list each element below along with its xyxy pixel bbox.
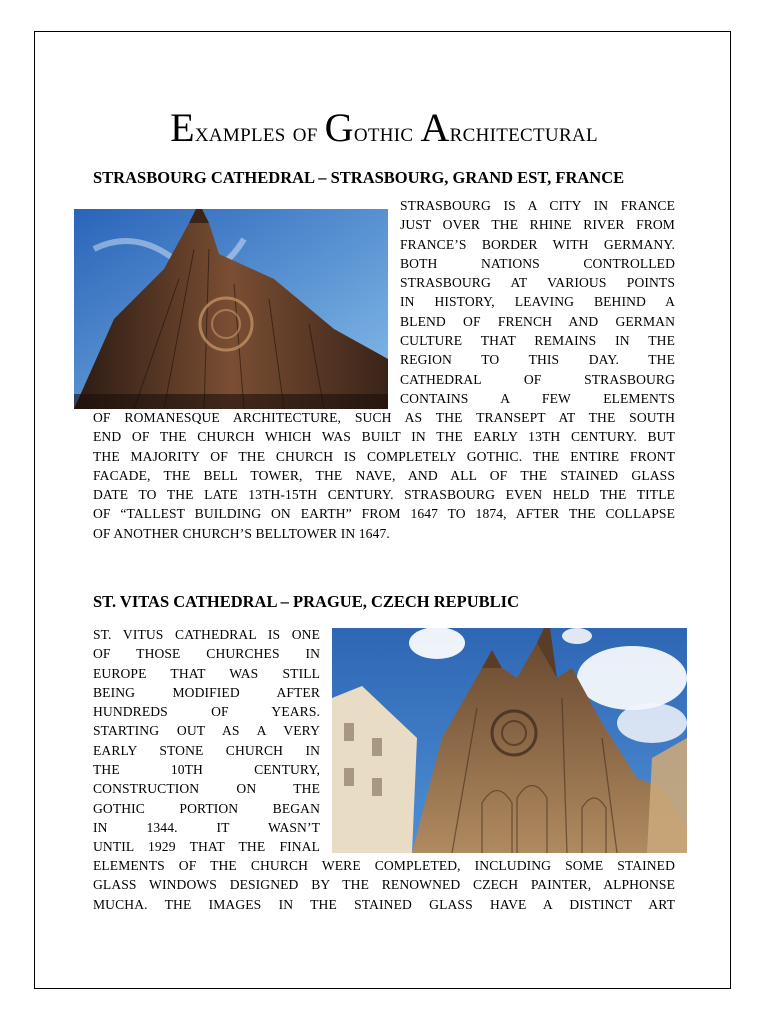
paragraph-line: OF ANOTHER CHURCH’S BELLTOWER IN 1647. (93, 525, 390, 541)
paragraph-line: THE 10TH CENTURY, (93, 762, 320, 778)
paragraph-line: DATE TO THE LATE 13TH-15TH CENTURY. STRASBOURG EVEN HELD THE TITLE (93, 487, 675, 503)
paragraph-line: CATHEDRAL OF STRASBOURG (400, 371, 675, 387)
paragraph-line: IN 1344. IT WASN’T (93, 819, 320, 835)
strasbourg-cathedral-photo (74, 209, 388, 409)
paragraph-line: STARTING OUT AS A VERY (93, 723, 320, 739)
paragraph-line: CULTURE THAT REMAINS IN THE (400, 333, 675, 349)
section-heading-st-vitus: ST. VITAS CATHEDRAL – PRAGUE, CZECH REPUBLIC (93, 592, 520, 611)
paragraph-line: OF ROMANESQUE ARCHITECTURE, SUCH AS THE TRANSEPT AT THE SOUTH (93, 410, 675, 425)
title-word-3: Architectural (420, 105, 598, 150)
paragraph-line: BLEND OF FRENCH AND GERMAN (400, 313, 675, 329)
st-vitus-full-text (93, 856, 675, 914)
paragraph-line: HUNDREDS OF YEARS. (93, 704, 320, 720)
page-title (0, 105, 768, 155)
st-vitus-cathedral-photo (332, 628, 687, 853)
paragraph-line: EUROPE THAT WAS STILL (93, 665, 320, 681)
paragraph-line: GLASS WINDOWS DESIGNED BY THE RENOWNED CZECH PAINTER, ALPHONSE (93, 877, 675, 893)
paragraph-line: MUCHA. THE IMAGES IN THE STAINED GLASS HAVE A DISTINCT ART (93, 896, 675, 912)
paragraph-line: REGION TO THIS DAY. THE (400, 352, 675, 368)
paragraph-line: ELEMENTS OF THE CHURCH WERE COMPLETED, INCLUDING SOME STAINED (93, 858, 675, 873)
paragraph-line: END OF THE CHURCH WHICH WAS BUILT IN THE EARLY 13TH CENTURY. BUT (93, 429, 675, 445)
st-vitus-cathedral-illustration (332, 628, 687, 853)
paragraph-line: STRASBOURG IS A CITY IN FRANCE (400, 198, 675, 213)
strasbourg-full-text (93, 408, 675, 543)
paragraph-line: EARLY STONE CHURCH IN (93, 742, 320, 758)
section-heading-strasbourg: STRASBOURG CATHEDRAL – STRASBOURG, GRAND EST, FRANCE (93, 168, 625, 187)
paragraph-line: FRANCE’S BORDER WITH GERMANY. (400, 236, 675, 252)
paragraph-line: FACADE, THE BELL TOWER, THE NAVE, AND ALL OF THE STAINED GLASS (93, 467, 675, 483)
title-word-1: Examples of (170, 105, 325, 150)
paragraph-line: GOTHIC PORTION BEGAN (93, 800, 320, 816)
paragraph-line: THE MAJORITY OF THE CHURCH IS COMPLETELY GOTHIC. THE ENTIRE FRONT (93, 448, 675, 464)
paragraph-line: ST. VITUS CATHEDRAL IS ONE (93, 627, 320, 642)
paragraph-line: STRASBOURG AT VARIOUS POINTS (400, 275, 675, 291)
paragraph-line: CONSTRUCTION ON THE (93, 781, 320, 797)
paragraph-line: OF THOSE CHURCHES IN (93, 646, 320, 662)
title-word-2: Gothic (324, 105, 421, 150)
strasbourg-wrapped-text (400, 196, 675, 408)
paragraph-line: BEING MODIFIED AFTER (93, 684, 320, 700)
paragraph-line: UNTIL 1929 THAT THE FINAL (93, 839, 320, 855)
paragraph-line: BOTH NATIONS CONTROLLED (400, 255, 675, 271)
paragraph-line: OF “TALLEST BUILDING ON EARTH” FROM 1647 TO 1874, AFTER THE COLLAPSE (93, 506, 675, 522)
paragraph-line: JUST OVER THE RHINE RIVER FROM (400, 217, 675, 233)
st-vitus-wrapped-text (93, 625, 320, 857)
paragraph-line: CONTAINS A FEW ELEMENTS (400, 390, 675, 406)
strasbourg-cathedral-illustration (74, 209, 388, 409)
paragraph-line: IN HISTORY, LEAVING BEHIND A (400, 294, 675, 310)
